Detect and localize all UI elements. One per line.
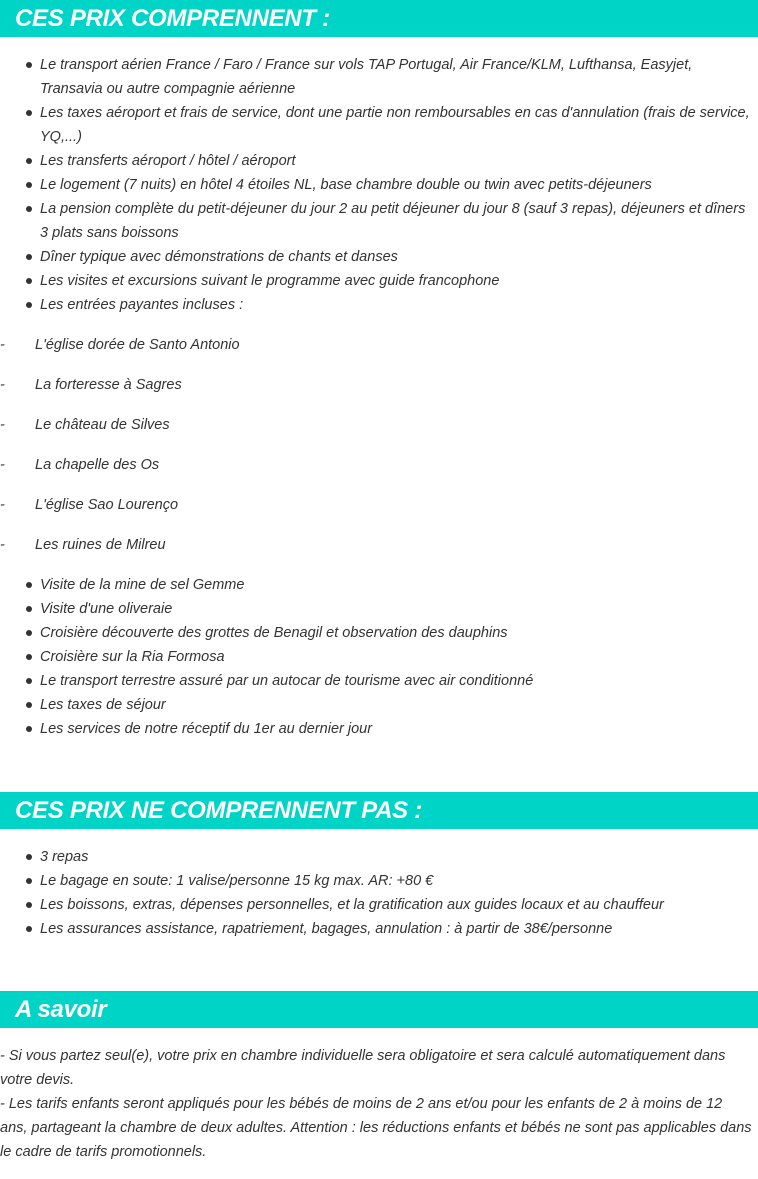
dash-mark: - [0, 457, 5, 473]
list-item: Le logement (7 nuits) en hôtel 4 étoiles NL, base chambre double ou twin avec petits-déjeuners [40, 173, 758, 197]
dash-mark: - [0, 537, 5, 553]
entry-item [0, 493, 758, 533]
entry-item [0, 453, 758, 493]
list-item: Les assurances assistance, rapatriement, bagages, annulation : à partir de 38€/personne [40, 917, 758, 941]
excludes-list [0, 845, 758, 941]
list-item: Croisière découverte des grottes de Benagil et observation des dauphins [40, 621, 758, 645]
dash-mark: - [0, 377, 5, 393]
list-item: Visite de la mine de sel Gemme [40, 573, 758, 597]
entry-item [0, 413, 758, 453]
list-item: Visite d'une oliveraie [40, 597, 758, 621]
savoir-paragraph: - Les tarifs enfants seront appliqués pour les bébés de moins de 2 ans et/ou pour les enfants de 2 à moins de 12 ans, partageant la chambre de deux adultes. Attention : les réductions enfants et bébés ne sont pas applicables dans le cadre de tarifs promotionnels. [0, 1096, 752, 1160]
list-item: Les services de notre réceptif du 1er au dernier jour [40, 717, 758, 741]
savoir-paragraph: - Si vous partez seul(e), votre prix en chambre individuelle sera obligatoire et sera calculé automatiquement dans votre devis. [0, 1048, 726, 1088]
list-item: 3 repas [40, 845, 758, 869]
entry-text: La chapelle des Os [35, 457, 160, 473]
excludes-header: CES PRIX NE COMPRENNENT PAS : [0, 792, 758, 829]
entry-text: L'église Sao Lourenço [35, 497, 179, 513]
entry-item [0, 533, 758, 573]
savoir-header: A savoir [0, 991, 758, 1028]
entry-text: Les ruines de Milreu [35, 537, 166, 553]
list-item: Les visites et excursions suivant le programme avec guide francophone [40, 269, 758, 293]
list-item: Croisière sur la Ria Formosa [40, 645, 758, 669]
savoir-body [0, 1044, 758, 1164]
includes-header: CES PRIX COMPRENNENT : [0, 0, 758, 37]
includes-list-top [0, 53, 758, 317]
section-savoir [0, 991, 758, 1164]
list-item: Les transferts aéroport / hôtel / aéroport [40, 149, 758, 173]
dash-mark: - [0, 497, 5, 513]
list-item: Dîner typique avec démonstrations de chants et danses [40, 245, 758, 269]
entry-item [0, 373, 758, 413]
entry-text: Le château de Silves [35, 417, 170, 433]
list-item: Les taxes de séjour [40, 693, 758, 717]
list-item: Le transport terrestre assuré par un autocar de tourisme avec air conditionné [40, 669, 758, 693]
list-item: Le bagage en soute: 1 valise/personne 15 kg max. AR: +80 € [40, 869, 758, 893]
section-excludes [0, 792, 758, 941]
dash-mark: - [0, 417, 5, 433]
includes-list-bottom [0, 573, 758, 741]
list-item: Les entrées payantes incluses : [40, 293, 758, 317]
list-item: Le transport aérien France / Faro / France sur vols TAP Portugal, Air France/KLM, Lufthansa, Easyjet, Transavia ou autre compagnie aérienne [40, 53, 758, 101]
entries-list [0, 333, 758, 573]
list-item: Les boissons, extras, dépenses personnelles, et la gratification aux guides locaux et au chauffeur [40, 893, 758, 917]
list-item: La pension complète du petit-déjeuner du jour 2 au petit déjeuner du jour 8 (sauf 3 repas), déjeuners et dîners 3 plats sans boissons [40, 197, 758, 245]
entry-text: La forteresse à Sagres [35, 377, 182, 393]
dash-mark: - [0, 337, 5, 353]
entry-text: L'église dorée de Santo Antonio [35, 337, 240, 353]
entry-item [0, 333, 758, 373]
list-item: Les taxes aéroport et frais de service, dont une partie non remboursables en cas d'annulation (frais de service, YQ,...) [40, 101, 758, 149]
